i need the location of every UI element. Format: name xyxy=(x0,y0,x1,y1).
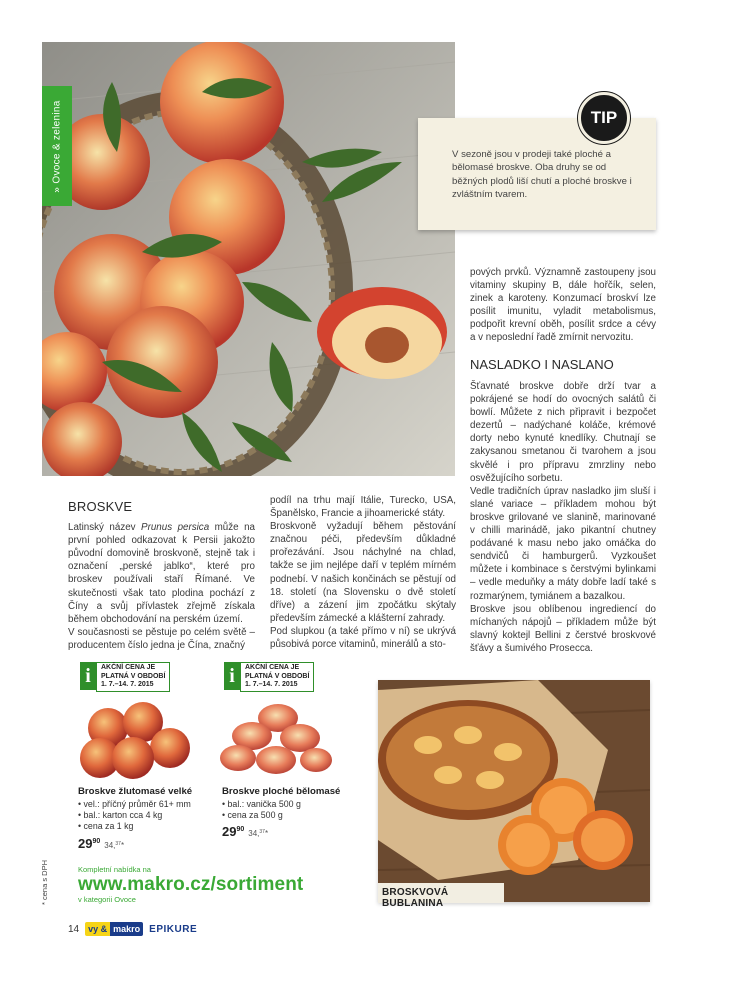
paragraph: Vedle tradičních úprav nasladko jim sluší i slané variace – příkladem mohou být broskve grilované ve slanině, marinované v chilli marinádě, jako pikantní chutney podávané k masu nebo jako omáčka do sendvičů či hamburgerů. Vyzkoušet můžete i kombinace s čerstvými bylinkami – vedle meduňky a máty dobře ladí také s rozmarýnem, tymiánem a bazalkou. xyxy=(470,485,656,602)
page-number: 14 xyxy=(68,923,80,935)
tip-badge: TIP xyxy=(578,92,630,144)
promo-badge: i AKČNÍ CENA JE PLATNÁ V OBDOBÍ 1. 7.–14. 7. 2015 xyxy=(224,662,314,692)
cake-illustration xyxy=(378,680,650,902)
article-column-1 xyxy=(68,499,255,652)
product-price: 29 90 34,37* xyxy=(222,824,269,839)
article-column-3-bottom xyxy=(470,380,656,655)
link-posttext: v kategorii Ovoce xyxy=(78,895,136,904)
paragraph: Pod slupkou (a také přímo v ní) se ukrývá působivá porce vitaminů, minerálů a sto- xyxy=(270,625,456,651)
paragraph: Latinský název Prunus persica může na první pohled odkazovat k Persii jakožto původní domovině broskvoně, stejně tak i označení „perské jablko“, které pro broskev používali staří Římané. Ve skutečnosti však tato plodina pochází z Číny a svůj přívlastek zřejmě získala během obchodování na perském území. xyxy=(68,522,255,625)
product-image-flat-peaches xyxy=(220,700,334,782)
paragraph: Broskve jsou oblíbenou ingrediencí do míchaných nápojů – příkladem může být slavný koktejl Bellini z čerstvé broskvové šťávy a šumivého Prosecca. xyxy=(470,603,656,654)
promo-badge: i AKČNÍ CENA JE PLATNÁ V OBDOBÍ 1. 7.–14. 7. 2015 xyxy=(80,662,170,692)
vat-note: * cena s DPH xyxy=(40,859,49,905)
catalog-link[interactable]: www.makro.cz/sortiment xyxy=(78,874,304,895)
hero-photo-peaches-basket xyxy=(42,42,455,476)
paragraph: podíl na trhu mají Itálie, Turecko, USA, Španělsko, Francie a jihoamerické státy. xyxy=(270,495,456,520)
category-tab xyxy=(42,86,72,206)
peaches-illustration xyxy=(42,42,455,476)
info-icon: i xyxy=(224,662,240,690)
makro-logo: vy & makro xyxy=(85,922,143,936)
section-title-broskve: BROSKVE xyxy=(68,499,133,514)
category-tab-label: Ovoce & zelenina xyxy=(51,99,63,184)
link-pretext: Kompletní nabídka na xyxy=(78,865,151,874)
product-price: 29 90 34,37* xyxy=(78,836,125,851)
paragraph: V současnosti se pěstuje po celém světě – producentem číslo jedna je Čína, značný xyxy=(68,626,255,651)
page-footer xyxy=(68,922,197,936)
product-image-yellow-peaches xyxy=(78,700,194,782)
paragraph: pových prvků. Významně zastoupeny jsou vitaminy skupiny B, dále hořčík, selen, zinek a karoteny. Konzumací broskví lze posílit imunitu, vyladit metabolismus, podpořit krevní oběh, posílit srdce a cévy a v neposlední řadě zmírnit nervozitu. xyxy=(470,267,656,344)
product-specs: • bal.: vanička 500 g • cena za 500 g xyxy=(222,799,301,821)
article-column-3-top xyxy=(470,266,656,345)
latin-name: Prunus persica xyxy=(141,522,210,534)
catalog-link-block xyxy=(78,865,303,904)
magazine-brand: EPIKURE xyxy=(149,923,198,935)
info-icon: i xyxy=(80,662,96,690)
cake-photo xyxy=(378,680,650,902)
tip-text: V sezoně jsou v prodeji také ploché a bělomasé broskve. Oba druhy se od běžných plodů liší chutí a ploché broskve i zvláštním tvarem. xyxy=(452,149,632,201)
section-title-nasladko: NASLADKO I NASLANO xyxy=(470,357,614,372)
cake-caption: BROSKVOVÁ BUBLANINA xyxy=(378,883,504,903)
product-specs: • vel.: příčný průměr 61+ mm • bal.: karton cca 4 kg • cena za 1 kg xyxy=(78,799,191,832)
paragraph: Broskvoně vyžadují během pěstování značnou péči, především důkladné prořezávání. Jsou náchylné na chlad, takže se jim nejlépe daří v teplém mírném podnebí. V našich končinách se pěstují od 18. století (na Slovensku o dvě století dříve) a zázení jim zpočátku skýtaly především zámecké a klášterní zahrady. xyxy=(270,521,456,624)
double-chevron-icon: » xyxy=(51,186,63,193)
paragraph: Šťavnaté broskve dobře drží tvar a pokrájené se hodí do ovocných salátů či bowlí. Můžete z nich připravit i bezpočet dezertů – nadýchané koláče, krémové dorty nebo kynuté knedlíky. Chutnají se zakysanou smetanou či tvarohem a jsou skvělé i pro přípravu zmrzliny nebo osvěžujícího sorbetu. xyxy=(470,381,656,484)
product-name: Broskve žlutomasé velké xyxy=(78,786,193,797)
product-name: Broskve ploché bělomasé xyxy=(222,786,341,797)
article-column-2 xyxy=(270,494,456,651)
